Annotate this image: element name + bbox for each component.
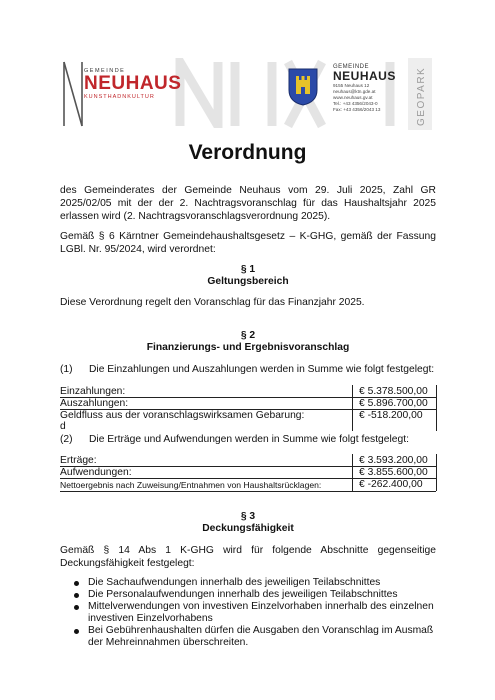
list-item: Die Sachaufwendungen innerhalb des jeweiligen Teilabschnittes [72, 577, 442, 589]
address-line: 9155 Neuhaus 12 [333, 83, 370, 88]
geldfluss-value: € -518.200,00 [359, 410, 423, 421]
paragraph-1-text: Die Einzahlungen und Auszahlungen werden in Summe wie folgt festgelegt: [89, 364, 435, 375]
section-3-number: § 3 [240, 511, 256, 522]
left-logo [84, 68, 181, 100]
section-3-text: Gemäß § 14 Abs 1 K-GHG wird für folgende Abschnitte gegenseitige Deckungsfähigkeit festgelegt: [60, 545, 436, 569]
coat-of-arms-icon [288, 68, 318, 106]
paragraph-2-number: (2) [60, 434, 73, 445]
table-bottom-border [60, 491, 436, 492]
section-2-number: § 2 [240, 330, 256, 341]
ertraege-value: € 3.593.200,00 [359, 455, 428, 466]
geopark-logo [408, 58, 432, 130]
section-1-title: Geltungsbereich [207, 276, 289, 287]
section-2-title: Finanzierungs- und Ergebnisvoranschlag [146, 342, 350, 353]
bullet-icon [74, 605, 79, 610]
list-item: Die Personalaufwendungen innerhalb des jeweiligen Teilabschnittes [72, 589, 442, 601]
section-1-number: § 1 [240, 264, 256, 275]
right-logo-small: GEMEINDE [333, 64, 370, 70]
page-title: Verordnung [188, 141, 307, 164]
bullet-icon [74, 593, 79, 598]
einzahlungen-label: Einzahlungen: [60, 386, 126, 397]
left-logo-small: GEMEINDE [84, 68, 126, 74]
left-logo-sub: KUNSTHADNKULTUR [84, 94, 155, 100]
geldfluss-label: Geldfluss aus der voranschlagswirksamen Gebarung: [60, 410, 305, 421]
bullet-icon [74, 629, 79, 634]
intro-paragraph: des Gemeinderates der Gemeinde Neuhaus vom 29. Juli 2025, Zahl GR 2025/02/05 mit der der 2. Nachtragsvoranschlag für das Haushaltsjahr 2025 erlassen wird (2. Nachtragsvoranschlagsverordnung 2025). [60, 185, 436, 222]
paragraph-1-number: (1) [60, 364, 73, 375]
email-line: neuhaus@ktn.gde.at [333, 89, 376, 94]
column-divider [352, 385, 353, 431]
list-item: Bei Gebührenhaushalten dürfen die Ausgaben den Voranschlag im Ausmaß der Mehreinnahmen überschreiten. [72, 625, 442, 649]
svg-text:GEOPARK: GEOPARK [416, 66, 427, 126]
column-divider [352, 454, 353, 491]
aufwendungen-value: € 3.855.600,00 [359, 467, 428, 478]
website-line: www.neuhaus.gv.at [333, 95, 373, 100]
nettoergebnis-value: € -262.400,00 [359, 479, 423, 490]
letterhead [0, 0, 495, 135]
bullet-icon [74, 581, 79, 586]
table-right-border [436, 454, 437, 491]
section-3-title: Deckungsfähigkeit [202, 523, 294, 534]
phone-line: Tel.: +43 4356/2043-0 [333, 101, 378, 106]
section-1-text: Diese Verordnung regelt den Voranschlag für das Finanzjahr 2025. [60, 297, 365, 308]
paragraph-2-text: Die Erträge und Aufwendungen werden in Summe wie folgt festgelegt: [89, 434, 409, 445]
auszahlungen-label: Auszahlungen: [60, 398, 129, 409]
geldfluss-continuation: d [60, 421, 66, 432]
right-logo-name: NEUHAUS [333, 69, 396, 83]
fax-line: Fax: +43 4356/2043 13 [333, 107, 381, 112]
legal-basis-paragraph: Gemäß § 6 Kärntner Gemeindehaushaltsgesetz – K-GHG, gemäß der Fassung LGBl. Nr. 95/2024, wird verordnet: [60, 231, 436, 255]
table-right-border [436, 385, 437, 431]
nettoergebnis-label: Nettoergebnis nach Zuweisung/Entnahmen von Haushaltsrücklagen: [60, 480, 322, 490]
deckung-list [72, 577, 442, 649]
aufwendungen-label: Aufwendungen: [60, 467, 132, 478]
left-logo-name: NEUHAUS [84, 73, 182, 94]
ertraege-label: Erträge: [60, 455, 97, 466]
einzahlungen-value: € 5.378.500,00 [359, 386, 428, 397]
auszahlungen-value: € 5.896.700,00 [359, 398, 428, 409]
right-logo [333, 64, 396, 113]
list-item: Mittelverwendungen von investiven Einzelvorhaben innerhalb des einzelnen investiven Einzelvorhabens [72, 601, 442, 625]
